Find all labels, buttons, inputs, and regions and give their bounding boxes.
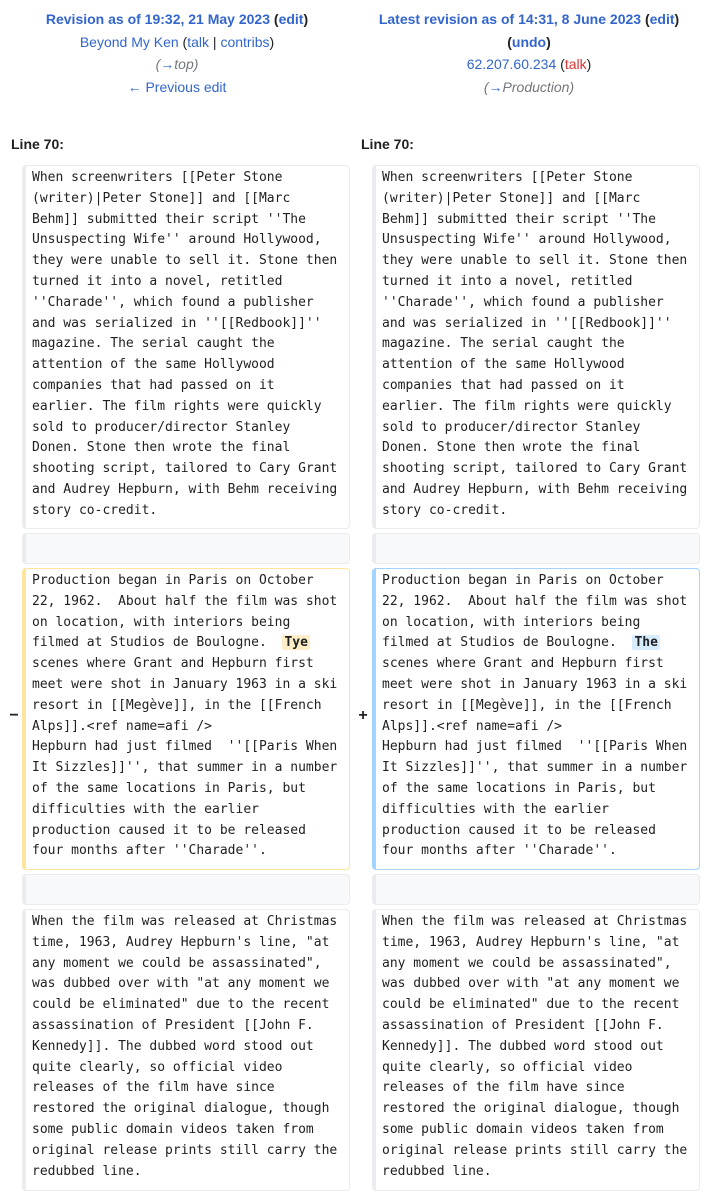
old-empty-line [22,533,350,564]
added-line [372,568,700,870]
added-line-suffix: scenes where Grant and Hepburn first meet were shot in January 1963 in a ski resort in [[Megève]], in the [[French Alps]].<ref name=afi /> Hepburn had just filmed ''[[Paris When It Sizzles]]'', that summer in a number of the same locations in Paris, but difficulties with the earlier production caused it to be released four months after ''Charade''. [382,656,688,859]
deleted-marker: − [9,707,19,724]
deleted-line-suffix: scenes where Grant and Hepburn first meet were shot in January 1963 in a ski resort in [[Megève]], in the [[French Alps]].<ref name=afi /> Hepburn had just filmed ''[[Paris When It Sizzles]]'', that summer in a number of the same locations in Paris, but difficulties with the earlier production caused it to be released four months after ''Charade''. [32,656,338,859]
new-user-link[interactable]: 62.207.60.234 [466,56,557,73]
old-context-paragraph-1: When screenwriters [[Peter Stone (writer)|Peter Stone]] and [[Marc Behm]] submitted their script ''The Unsuspecting Wife'' around Hollywood, they were unable to sell it. Stone then turned it into a novel, retitled ''Charade'', which found a publisher and was serialized in ''[[Redbook]]'' magazine. The serial caught the attention of the same Hollywood companies that had passed on it earlier. The film rights were quickly sold to producer/director Stanley Donen. Stone then wrote the final shooting script, tailored to Cary Grant and Audrey Hepburn, with Behm receiving story co-credit. [22,165,350,529]
left-arrow-icon: ← [127,78,142,95]
new-line-number: Line 70: [361,136,414,152]
old-edit-link[interactable]: edit [278,11,304,27]
added-line-prefix: Production began in Paris on October 22, 1962. About half the film was shot on location, with interiors being filmed at Studios de Boulogne. [382,573,696,651]
new-context-paragraph-1: When screenwriters [[Peter Stone (writer)|Peter Stone]] and [[Marc Behm]] submitted their script ''The Unsuspecting Wife'' around Hollywood, they were unable to sell it. Stone then turned it into a novel, retitled ''Charade'', which found a publisher and was serialized in ''[[Redbook]]'' magazine. The serial caught the attention of the same Hollywood companies that had passed on it earlier. The film rights were quickly sold to producer/director Stanley Donen. Stone then wrote the final shooting script, tailored to Cary Grant and Audrey Hepburn, with Behm receiving story co-credit. [372,165,700,529]
new-summary-section-link[interactable]: Production [502,78,570,95]
new-edit-link[interactable]: edit [649,11,675,27]
old-line-number: Line 70: [11,136,64,152]
new-context-paragraph-2: When the film was released at Christmas time, 1963, Audrey Hepburn's line, "at any moment we could be assassinated", was dubbed over with "at any moment we could be eliminated" due to the recent assassination of President [[John F. Kennedy]]. The dubbed word stood out quite clearly, so official video releases of the film have since restored the original dialogue, though some public domain videos taken from original release prints still carry the redubbed line. [372,909,700,1191]
previous-edit-label: Previous edit [145,78,227,95]
deleted-word: Tye [284,635,308,651]
new-empty-line [372,533,700,564]
old-revision-header: Revision as of 19:32, 21 May 2023 (edit) Beyond My Ken (talk | contribs) (→top) ← Previous edit [0,8,354,98]
old-contribs-link[interactable]: contribs [220,33,270,50]
old-empty-line-2 [22,874,350,905]
new-talk-link[interactable]: talk [564,56,587,73]
added-word: The [634,635,658,651]
new-empty-line-2 [372,874,700,905]
old-talk-link[interactable]: talk [187,33,210,50]
undo-link[interactable]: undo [511,33,547,50]
deleted-line-prefix: Production began in Paris on October 22, 1962. About half the film was shot on location, with interiors being filmed at Studios de Boulogne. [32,573,346,651]
added-marker: + [358,707,368,724]
section-arrow-icon[interactable]: → [160,56,175,73]
old-context-paragraph-2: When the film was released at Christmas time, 1963, Audrey Hepburn's line, "at any moment we could be assassinated", was dubbed over with "at any moment we could be eliminated" due to the recent assassination of President [[John F. Kennedy]]. The dubbed word stood out quite clearly, so official video releases of the film have since restored the original dialogue, though some public domain videos taken from original release prints still carry the redubbed line. [22,909,350,1191]
old-summary-section-link[interactable]: top [174,56,194,73]
new-edit-summary: (→Production) [483,78,575,95]
previous-edit-link[interactable] [128,79,227,95]
new-revision-header: Latest revision as of 14:31, 8 June 2023 (edit) (undo) 62.207.60.234 (talk) (→Production) [354,8,704,98]
old-revision-link[interactable]: Revision as of 19:32, 21 May 2023 [45,11,270,27]
deleted-line [22,568,350,870]
old-user-link[interactable]: Beyond My Ken [79,33,179,50]
section-arrow-icon[interactable]: → [488,78,503,95]
new-revision-link[interactable]: Latest revision as of 14:31, 8 June 2023 [378,11,642,27]
old-edit-summary: (→top) [155,56,199,73]
